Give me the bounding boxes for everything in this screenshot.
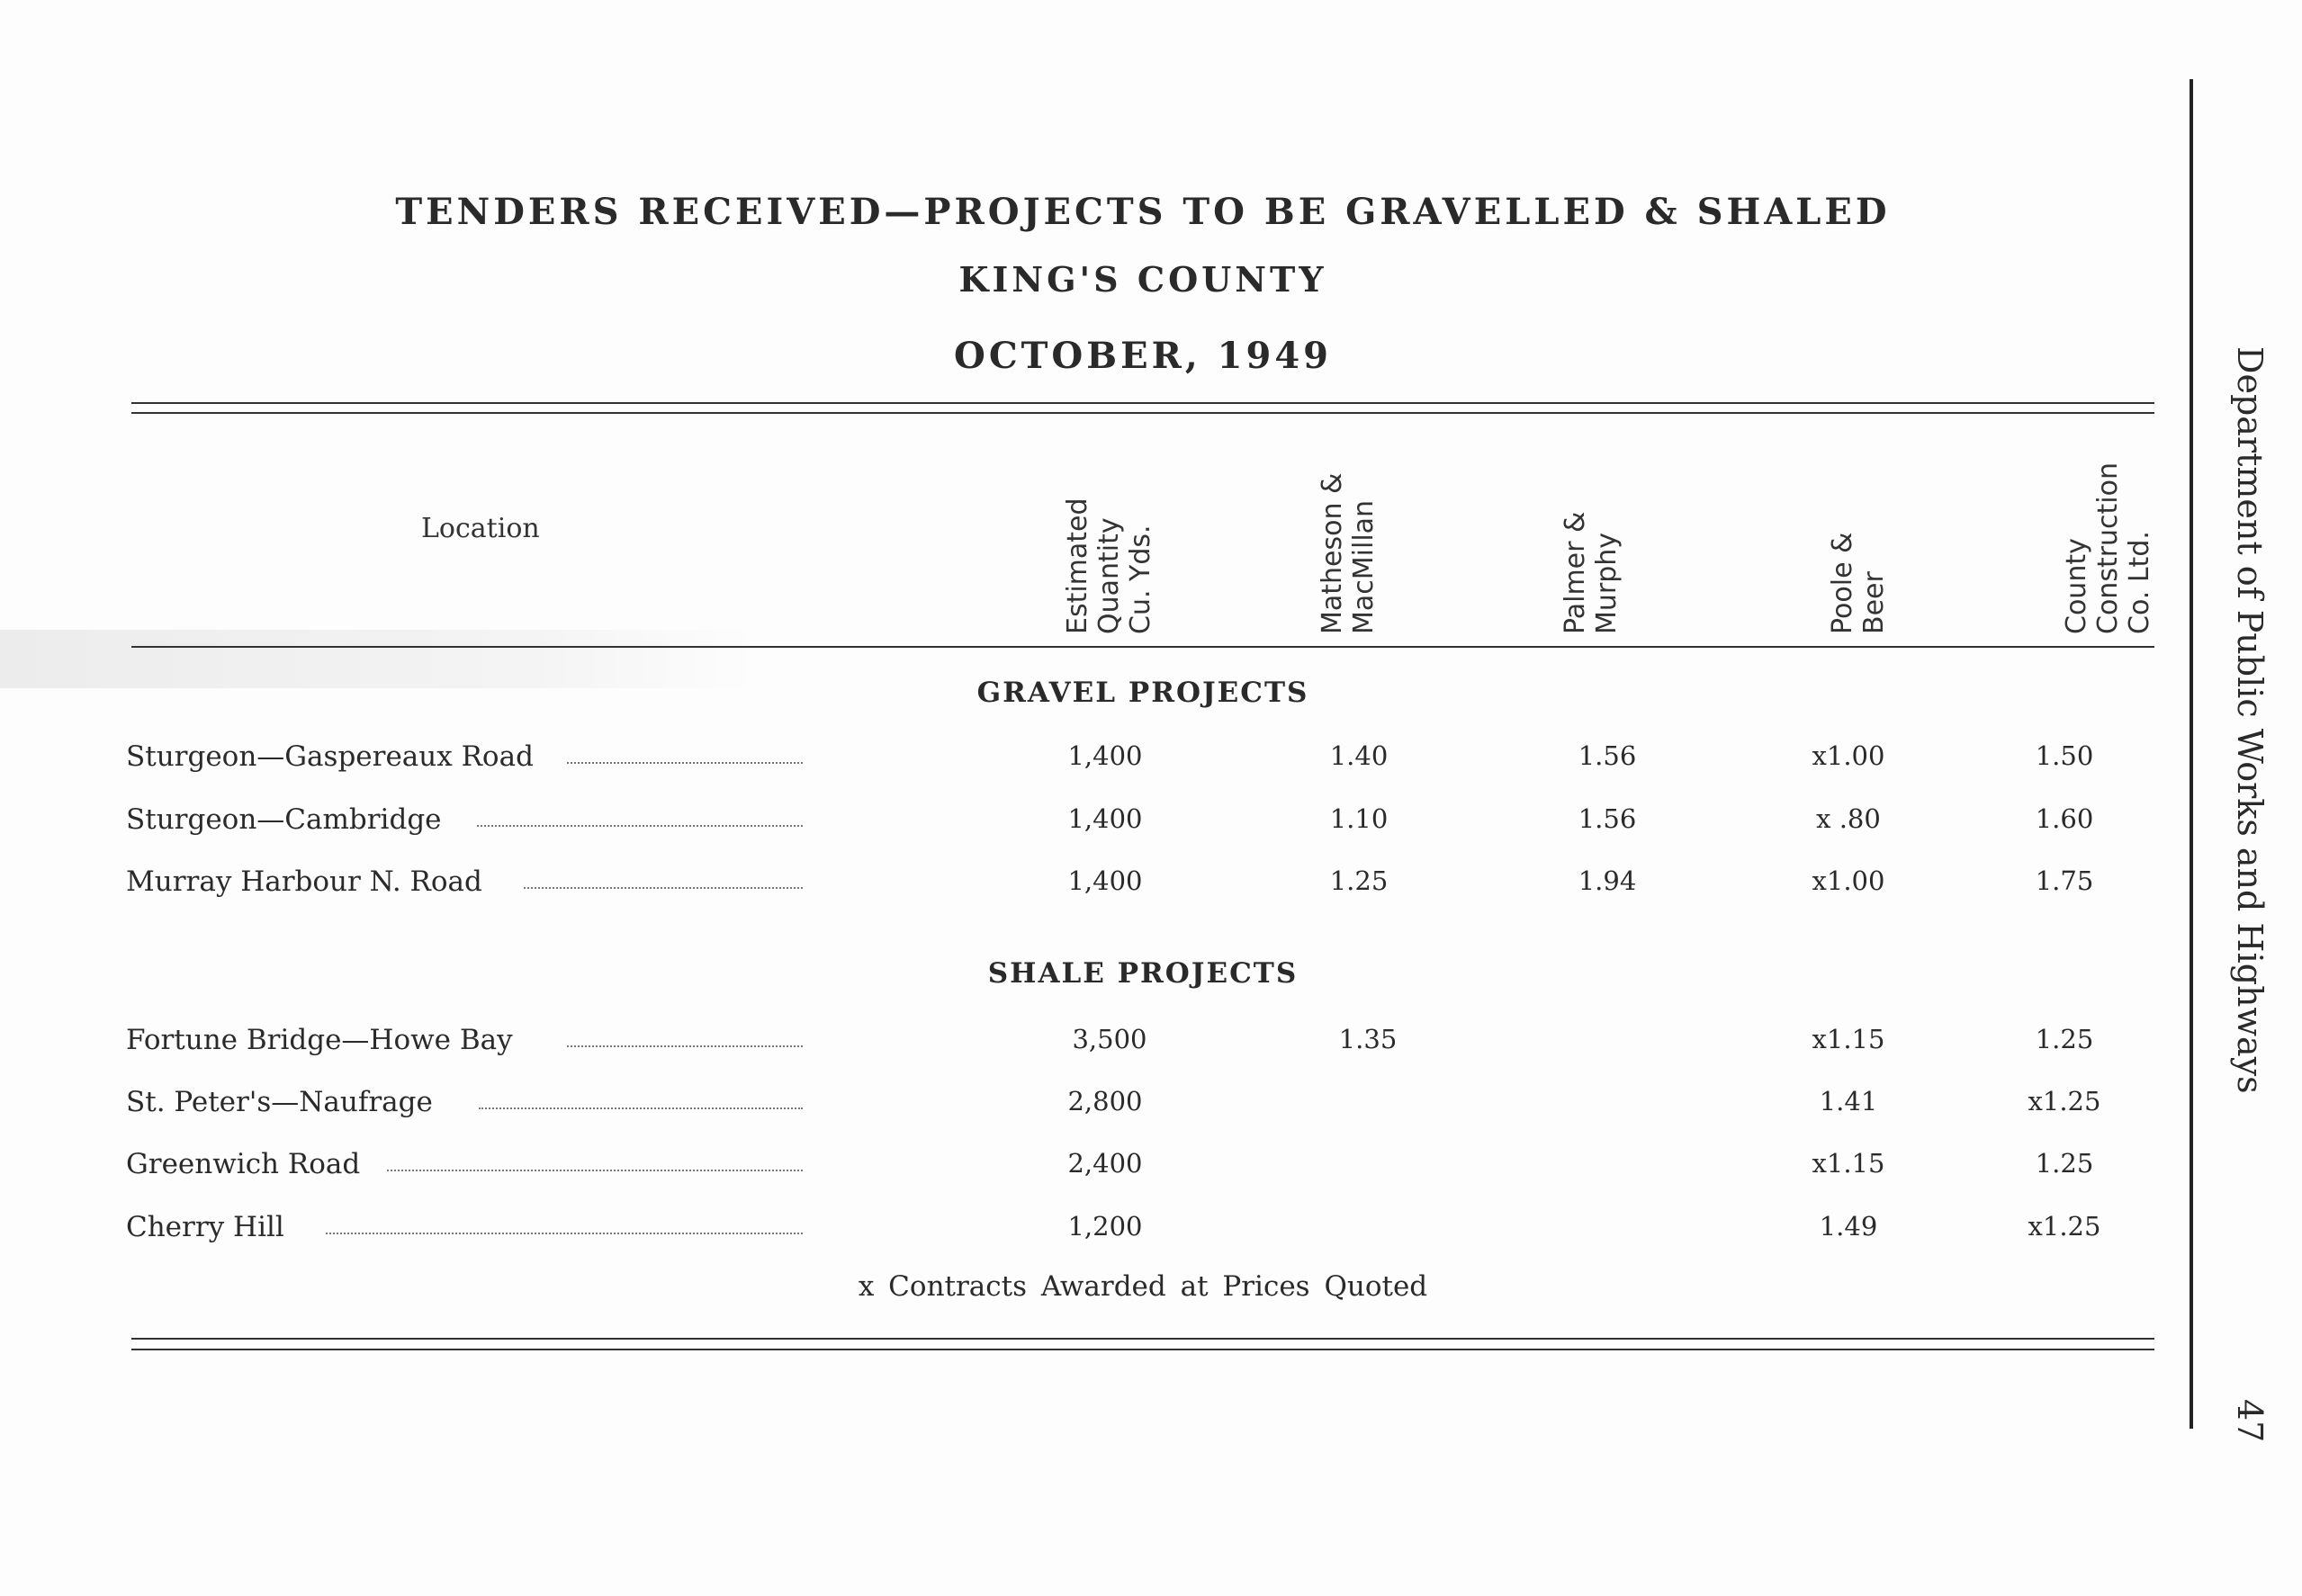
row-location: Sturgeon—Cambridge xyxy=(126,803,442,836)
cell-poole: x1.15 xyxy=(1812,1024,1885,1054)
cell-palmer: 1.94 xyxy=(1578,865,1637,896)
section-title-gravel: GRAVEL PROJECTS xyxy=(976,677,1309,709)
dot-leader xyxy=(524,887,803,889)
cell-quantity: 1,400 xyxy=(1067,865,1143,896)
cell-matheson: 1.10 xyxy=(1329,803,1389,834)
cell-palmer: 1.56 xyxy=(1578,740,1637,771)
footnote: x Contracts Awarded at Prices Quoted xyxy=(858,1270,1428,1303)
dot-leader xyxy=(326,1233,803,1234)
column-header-county-construction xyxy=(2061,462,2155,634)
dot-leader xyxy=(567,1045,803,1047)
header-bottom-rule xyxy=(131,646,2154,648)
cell-poole: x1.00 xyxy=(1812,740,1885,771)
header-line: Quantity xyxy=(1093,517,1125,634)
cell-county: 1.25 xyxy=(2035,1148,2094,1179)
cell-poole: 1.49 xyxy=(1819,1211,1878,1242)
bottom-rule-1 xyxy=(131,1338,2154,1340)
dot-leader xyxy=(479,1107,803,1109)
cell-quantity: 1,200 xyxy=(1067,1211,1143,1242)
cell-county: x1.25 xyxy=(2028,1211,2101,1242)
cell-poole: x1.00 xyxy=(1812,865,1885,896)
table-row xyxy=(0,865,2302,901)
cell-matheson: 1.25 xyxy=(1329,865,1389,896)
table-row xyxy=(0,1211,2302,1247)
cell-poole: 1.41 xyxy=(1819,1086,1878,1116)
row-location: St. Peter's—Naufrage xyxy=(126,1086,433,1118)
document-subtitle-county: KING'S COUNTY xyxy=(958,259,1327,300)
margin-vertical-rule xyxy=(2190,79,2193,1429)
column-header-estimated-quantity xyxy=(1062,498,1156,634)
cell-county: 1.25 xyxy=(2035,1024,2094,1054)
table-row xyxy=(0,1148,2302,1184)
header-line: Estimated xyxy=(1062,498,1093,634)
cell-county: 1.75 xyxy=(2035,865,2094,896)
header-line: Poole & xyxy=(1827,532,1858,634)
document-title: TENDERS RECEIVED—PROJECTS TO BE GRAVELLED & SHALED xyxy=(395,191,1891,233)
column-header-matheson-macmillan xyxy=(1317,473,1380,634)
header-line: County xyxy=(2061,538,2092,634)
dot-leader xyxy=(477,825,803,827)
cell-county: 1.60 xyxy=(2035,803,2094,834)
running-header-department: Department of Public Works and Highways xyxy=(2230,346,2270,1094)
page-number: 47 xyxy=(2230,1399,2270,1443)
cell-poole: x .80 xyxy=(1816,803,1881,834)
row-location: Cherry Hill xyxy=(126,1211,284,1243)
header-line: MacMillan xyxy=(1348,499,1380,634)
cell-quantity: 2,400 xyxy=(1067,1148,1143,1179)
header-line: Palmer & xyxy=(1560,511,1591,634)
header-line: Beer xyxy=(1858,571,1890,634)
cell-county: x1.25 xyxy=(2028,1086,2101,1116)
cell-quantity: 1,400 xyxy=(1067,803,1143,834)
top-rule-2 xyxy=(131,412,2154,414)
row-location: Murray Harbour N. Road xyxy=(126,865,482,898)
header-line: Matheson & xyxy=(1317,472,1348,634)
header-line: Co. Ltd. xyxy=(2124,531,2155,634)
table-row xyxy=(0,1024,2302,1060)
header-line: Construction xyxy=(2092,462,2124,634)
bottom-rule-2 xyxy=(131,1349,2154,1350)
dot-leader xyxy=(567,762,803,764)
cell-quantity: 3,500 xyxy=(1072,1024,1147,1054)
top-rule-1 xyxy=(131,402,2154,404)
header-line: Cu. Yds. xyxy=(1125,525,1156,634)
column-header-poole-beer xyxy=(1827,533,1890,634)
table-row xyxy=(0,1086,2302,1122)
header-line: Murphy xyxy=(1591,532,1623,634)
table-row xyxy=(0,803,2302,839)
cell-poole: x1.15 xyxy=(1812,1148,1885,1179)
column-header-palmer-murphy xyxy=(1560,512,1623,634)
cell-matheson: 1.40 xyxy=(1329,740,1389,771)
cell-quantity: 2,800 xyxy=(1067,1086,1143,1116)
document-date: OCTOBER, 1949 xyxy=(953,335,1332,377)
row-location: Greenwich Road xyxy=(126,1148,361,1180)
dot-leader xyxy=(387,1170,803,1171)
cell-quantity: 1,400 xyxy=(1067,740,1143,771)
column-header-location: Location xyxy=(421,513,540,544)
section-title-shale: SHALE PROJECTS xyxy=(987,957,1299,990)
cell-matheson: 1.35 xyxy=(1338,1024,1398,1054)
row-location: Sturgeon—Gaspereaux Road xyxy=(126,740,534,773)
cell-palmer: 1.56 xyxy=(1578,803,1637,834)
table-row xyxy=(0,740,2302,776)
cell-county: 1.50 xyxy=(2035,740,2094,771)
row-location: Fortune Bridge—Howe Bay xyxy=(126,1024,513,1056)
